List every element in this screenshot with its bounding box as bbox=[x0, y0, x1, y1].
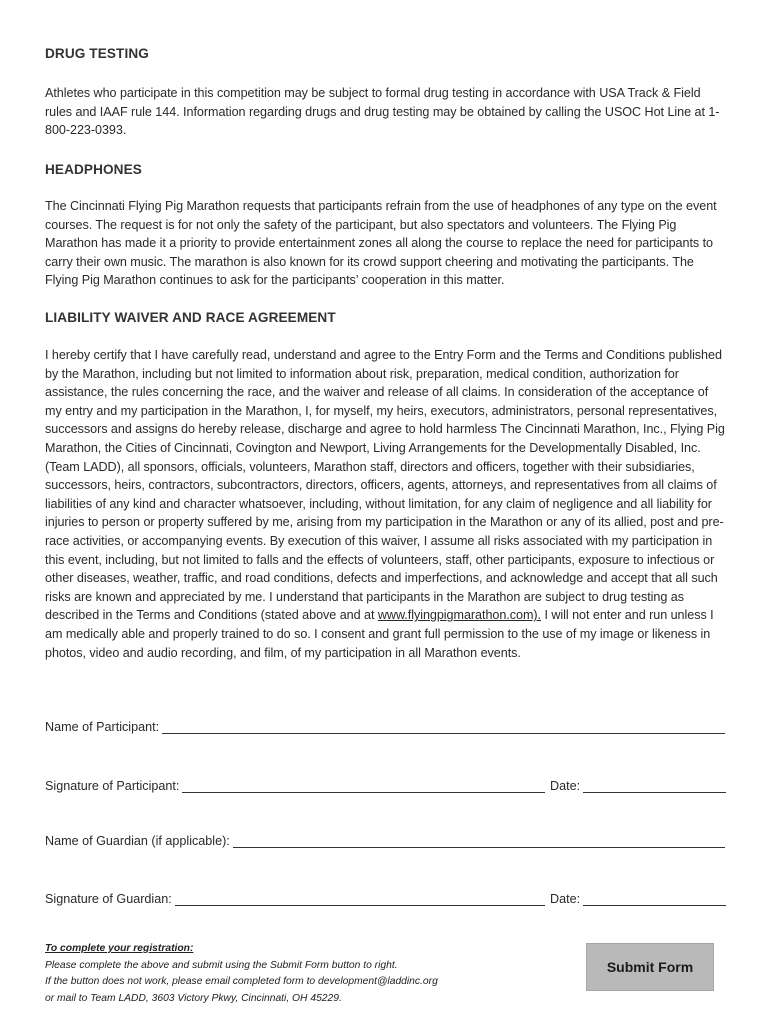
liability-heading: LIABILITY WAIVER AND RACE AGREEMENT bbox=[45, 310, 336, 325]
participant-date-label: Date: bbox=[550, 779, 581, 793]
participant-name-line[interactable] bbox=[162, 720, 725, 734]
guardian-signature-label: Signature of Guardian: bbox=[45, 892, 172, 906]
guardian-date-label: Date: bbox=[550, 892, 581, 906]
submit-form-button[interactable]: Submit Form bbox=[586, 943, 714, 991]
registration-instructions bbox=[45, 941, 525, 1007]
liability-text bbox=[45, 346, 727, 662]
guardian-name-field[interactable] bbox=[45, 834, 725, 848]
guardian-date-field[interactable] bbox=[550, 892, 726, 906]
guardian-name-line[interactable] bbox=[233, 834, 725, 848]
drug-testing-text: Athletes who participate in this competition may be subject to formal drug testing in accordance with USA Track & Field rules and IAAF rule 144. Information regarding drugs and drug testing may be obtained by calling the USOC Hot Line at 1-800-223-0393. bbox=[45, 86, 720, 138]
participant-name-label: Name of Participant: bbox=[45, 720, 160, 734]
participant-signature-line[interactable] bbox=[182, 779, 545, 793]
participant-date-field[interactable] bbox=[550, 779, 726, 793]
headphones-heading: HEADPHONES bbox=[45, 162, 142, 177]
instructions-line-1: Please complete the above and submit using the Submit Form button to right. bbox=[45, 959, 398, 971]
participant-name-field[interactable] bbox=[45, 720, 725, 734]
liability-text-part1: I hereby certify that I have carefully read, understand and agree to the Entry Form and the Terms and Conditions published by the Marathon, including but not limited to information about risk, preparation, medical condition, authorization for assistance, the rules concerning the race, and the waiver and release of all claims. In consideration of the acceptance of my entry and my participation in the Marathon, I, for myself, my heirs, executors, administrators, personal representatives, successors and assigns do hereby release, discharge and agree to hold harmless The Cincinnati Marathon, Inc., Flying Pig Marathon, the Cities of Cincinnati, Covington and Newport, Living Arrangements for the Developmentally Disabled, Inc. (Team LADD), all sponsors, officials, volunteers, Marathon staff, directors and officers, together with their subsidiaries, successors, heirs, contractors, subcontractors, directors, officers, agents, attorneys, and representatives from all claims of liabilities of any kind and character whatsoever, including, without limitation, for any claim of negligence and all liability for injuries to person or property suffered by me, arising from my participation in the Marathon or any of its allied, post and pre-race activities, or accompanying events. By execution of this waiver, I assume all risks associated with my participation in this event, including, but not limited to falls and the effects of volunteers, staff, other participants, exposure to infectious or other diseases, weather, traffic, and road conditions, defects and imperfections, and acknowledge and accept that all such risks are known and appreciated by me. I understand that participants in the Marathon are subject to drug testing as described in the Terms and Conditions (stated above and at bbox=[45, 348, 725, 623]
guardian-date-line[interactable] bbox=[583, 892, 726, 906]
instructions-line-2: If the button does not work, please email completed form to development@laddinc.org bbox=[45, 976, 438, 987]
marathon-website-link[interactable]: www.flyingpigmarathon.com). bbox=[377, 608, 541, 623]
guardian-name-label: Name of Guardian (if applicable): bbox=[45, 834, 230, 848]
guardian-signature-line[interactable] bbox=[175, 892, 545, 906]
drug-testing-heading: DRUG TESTING bbox=[45, 46, 149, 61]
headphones-text: The Cincinnati Flying Pig Marathon requests that participants refrain from the use of headphones of any type on the event courses. The request is for not only the safety of the participant, but also spectators and volunteers. The Flying Pig Marathon has made it a priority to provide entertainment zones all along the course to replace the need for participants to carry their own music. The marathon is also known for its crowd support cheering and motivating the participants. The Flying Pig Marathon continues to ask for the participants’ cooperation in this matter. bbox=[45, 199, 717, 288]
instructions-heading: To complete your registration: bbox=[45, 943, 194, 954]
instructions-line-3: or mail to Team LADD, 3603 Victory Pkwy, Cincinnati, OH 45229. bbox=[45, 992, 342, 1004]
guardian-signature-field[interactable] bbox=[45, 892, 545, 906]
liability-text-part2: I will not enter and run unless I am medically able and properly trained to do so. I consent and grant full permission to the use of my image or likeness in photos, video and audio recording, and film, of my participation in all Marathon events. bbox=[45, 608, 714, 660]
participant-date-line[interactable] bbox=[583, 779, 726, 793]
participant-signature-field[interactable] bbox=[45, 779, 545, 793]
participant-signature-label: Signature of Participant: bbox=[45, 779, 180, 793]
